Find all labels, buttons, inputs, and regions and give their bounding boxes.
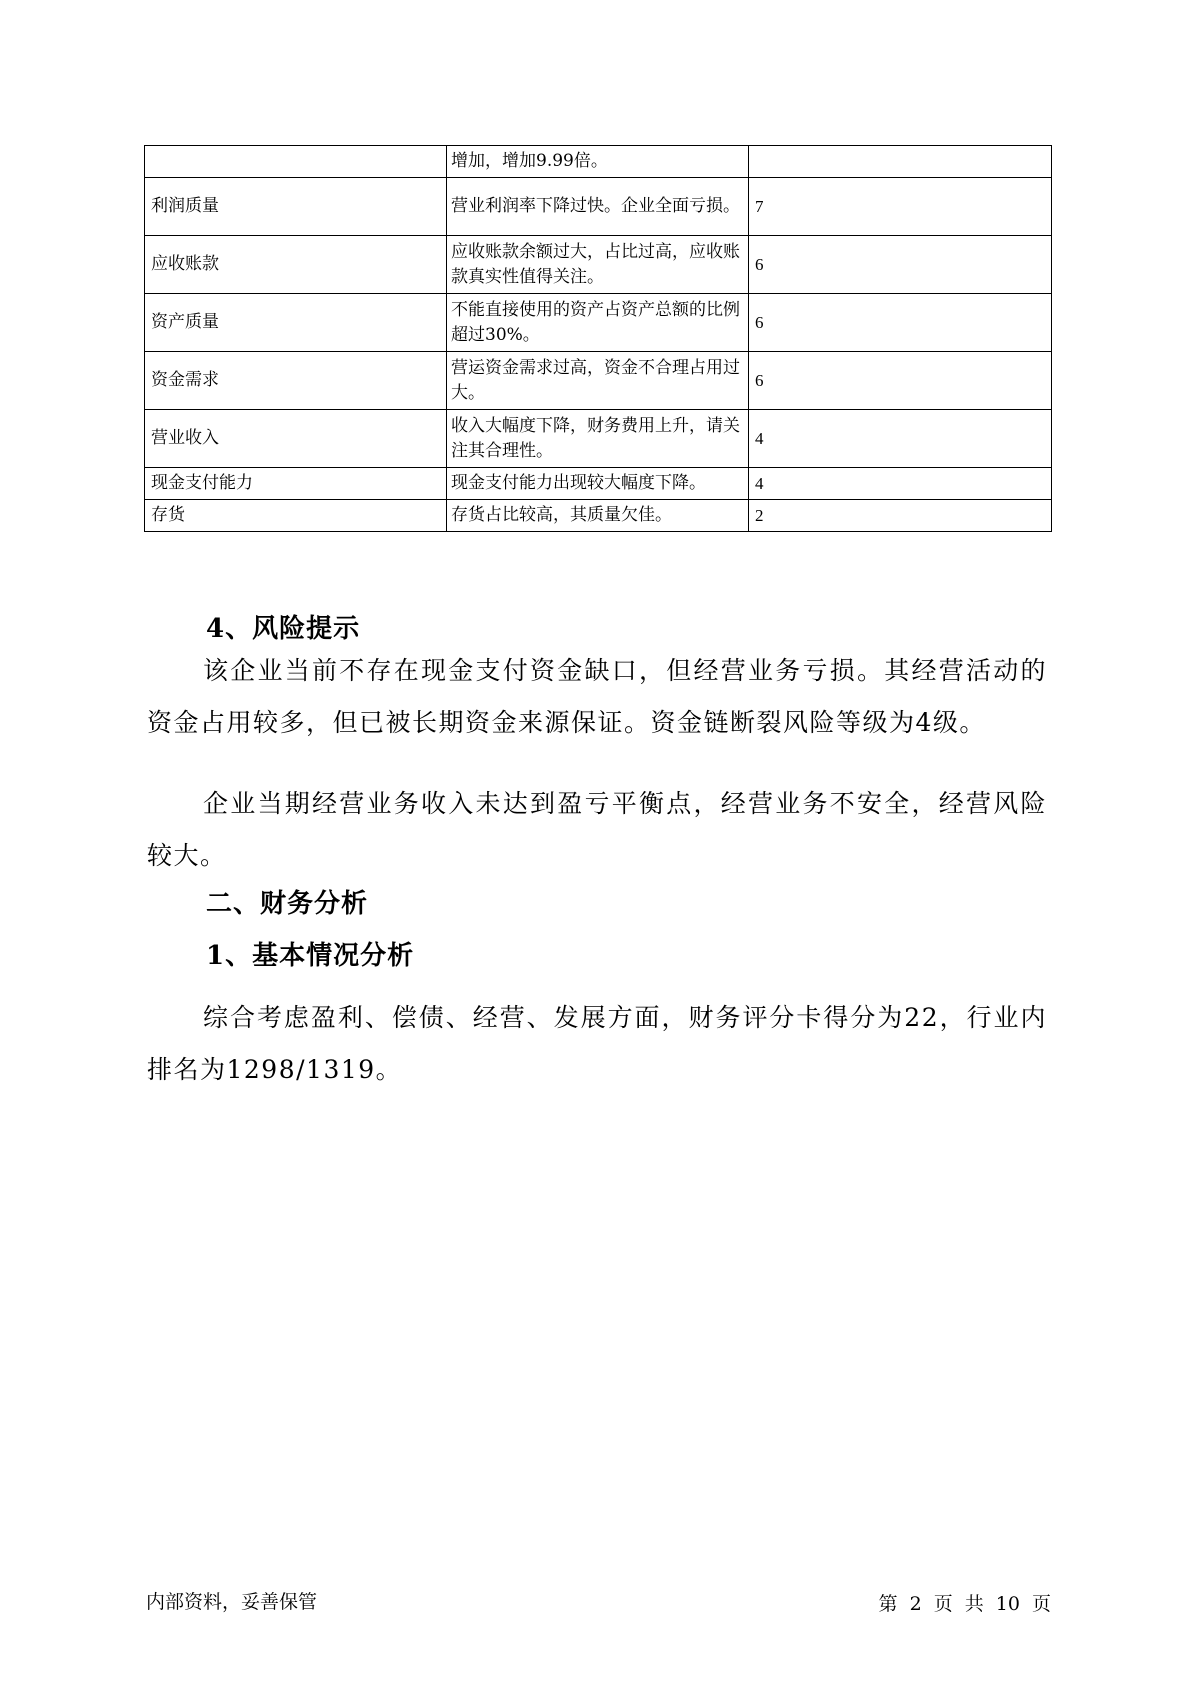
table-cell-score: 6 [749,236,1052,294]
table-cell-item: 存货 [145,500,447,532]
risk-warning-heading: 4、风险提示 [206,614,361,644]
risk-paragraph-1: 该企业当前不存在现金支付资金缺口，但经营业务亏损。其经营活动的资金占用较多，但已被长期资金来源保证。资金链断裂风险等级为4级。 [147,656,1047,737]
table-cell-description: 存货占比较高，其质量欠佳。 [447,500,749,532]
table-cell-score: 4 [749,468,1052,500]
table-row [145,410,1052,468]
table-cell-description: 不能直接使用的资产占资产总额的比例超过30%。 [447,294,749,352]
table-cell-score: 6 [749,352,1052,410]
table-cell-description: 应收账款余额过大，占比过高，应收账款真实性值得关注。 [447,236,749,294]
table-cell-score: 2 [749,500,1052,532]
table-row [145,294,1052,352]
financial-analysis-heading: 二、财务分析 [206,889,369,919]
table-cell-description: 营业利润率下降过快。企业全面亏损。 [447,178,749,236]
table-cell-item: 利润质量 [145,178,447,236]
table-cell-score [749,146,1052,178]
table-cell-item: 资金需求 [145,352,447,410]
page-number: 第 2 页 共 10 页 [878,1593,1051,1615]
table-cell-score: 6 [749,294,1052,352]
basic-analysis-heading: 1、基本情况分析 [206,941,415,971]
risk-paragraph-2: 企业当期经营业务收入未达到盈亏平衡点，经营业务不安全，经营风险较大。 [147,789,1047,870]
table-cell-score: 7 [749,178,1052,236]
table-cell-description: 增加，增加9.99倍。 [447,146,749,178]
confidential-note: 内部资料，妥善保管 [146,1591,318,1613]
table-cell-item: 资产质量 [145,294,447,352]
table-row [145,352,1052,410]
table-cell-description: 现金支付能力出现较大幅度下降。 [447,468,749,500]
table-cell-score: 4 [749,410,1052,468]
table-cell-item: 营业收入 [145,410,447,468]
table-cell-item: 现金支付能力 [145,468,447,500]
table-row [145,236,1052,294]
table-row [145,500,1052,532]
table-cell-item: 应收账款 [145,236,447,294]
table-row [145,178,1052,236]
table-cell-item [145,146,447,178]
table-row [145,146,1052,178]
table-row [145,468,1052,500]
table-cell-description: 收入大幅度下降，财务费用上升，请关注其合理性。 [447,410,749,468]
basic-analysis-paragraph: 综合考虑盈利、偿债、经营、发展方面，财务评分卡得分为22，行业内排名为1298/1319。 [147,1003,1047,1084]
risk-indicator-table [144,145,1052,532]
table-cell-description: 营运资金需求过高，资金不合理占用过大。 [447,352,749,410]
